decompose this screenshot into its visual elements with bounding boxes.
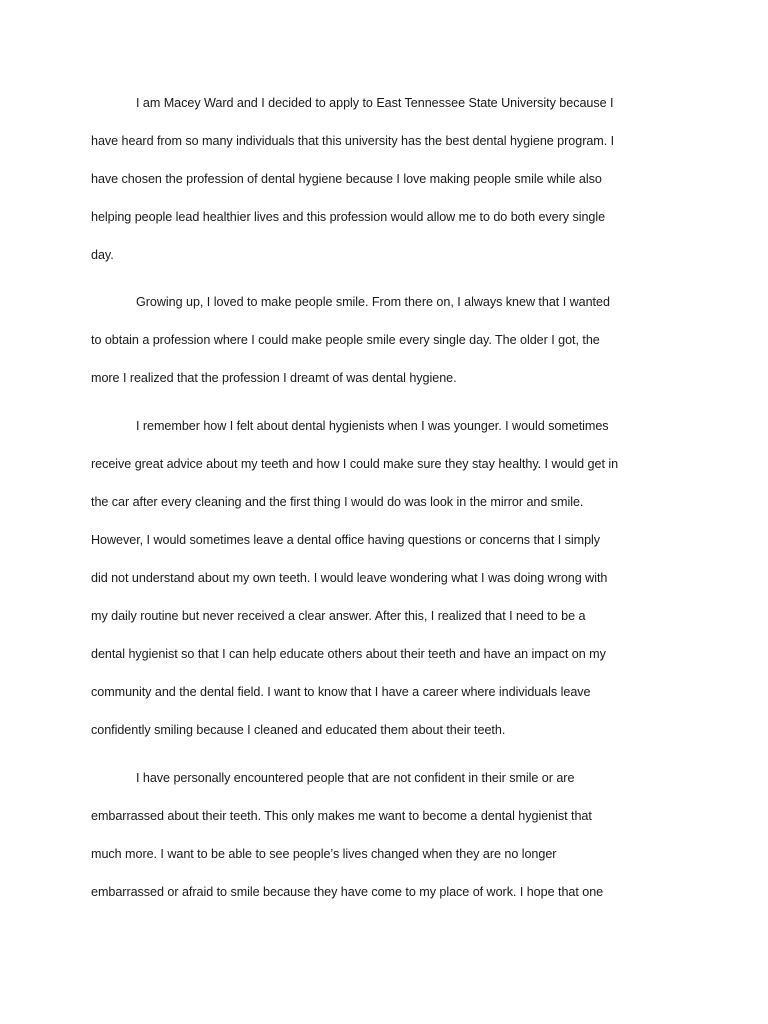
paragraph-1-line-1: I am Macey Ward and I decided to apply to East Tennessee State University because I	[136, 96, 614, 110]
paragraph-4-line-4: embarrassed or afraid to smile because they have come to my place of work. I hope that one	[91, 885, 604, 899]
paragraph-4-line-1: I have personally encountered people that are not confident in their smile or are	[136, 771, 575, 785]
paragraph-2-line-3: more I realized that the profession I dreamt of was dental hygiene.	[91, 371, 457, 385]
paragraph-4-line-2: embarrassed about their teeth. This only makes me want to become a dental hygienist that	[91, 809, 592, 823]
paragraph-3-line-5: did not understand about my own teeth. I would leave wondering what I was doing wrong with	[91, 571, 608, 585]
paragraph-3-line-1: I remember how I felt about dental hygienists when I was younger. I would sometimes	[136, 419, 609, 433]
paragraph-1-line-3: have chosen the profession of dental hygiene because I love making people smile while also	[91, 172, 602, 186]
paragraph-4-line-3: much more. I want to be able to see people’s lives changed when they are no longer	[91, 847, 557, 861]
paragraph-1-line-4: helping people lead healthier lives and this profession would allow me to do both every single	[91, 210, 606, 224]
paragraph-3-line-7: dental hygienist so that I can help educate others about their teeth and have an impact on my	[91, 647, 606, 661]
paragraph-3-line-8: community and the dental field. I want to know that I have a career where individuals leave	[91, 685, 591, 699]
paragraph-3-line-4: However, I would sometimes leave a dental office having questions or concerns that I simply	[91, 533, 601, 547]
paragraph-2-line-1: Growing up, I loved to make people smile. From there on, I always knew that I wanted	[136, 295, 610, 309]
paragraph-3-line-2: receive great advice about my teeth and how I could make sure they stay healthy. I would get in	[91, 457, 619, 471]
paragraph-3-line-6: my daily routine but never received a clear answer. After this, I realized that I need to be a	[91, 609, 586, 623]
paragraph-1-line-5: day.	[91, 248, 114, 262]
paragraph-2-line-2: to obtain a profession where I could make people smile every single day. The older I got, the	[91, 333, 600, 347]
paragraph-1-line-2: have heard from so many individuals that this university has the best dental hygiene program. I	[91, 134, 615, 148]
paragraph-3-line-9: confidently smiling because I cleaned and educated them about their teeth.	[91, 723, 506, 737]
paragraph-3-line-3: the car after every cleaning and the first thing I would do was look in the mirror and smile.	[91, 495, 584, 509]
